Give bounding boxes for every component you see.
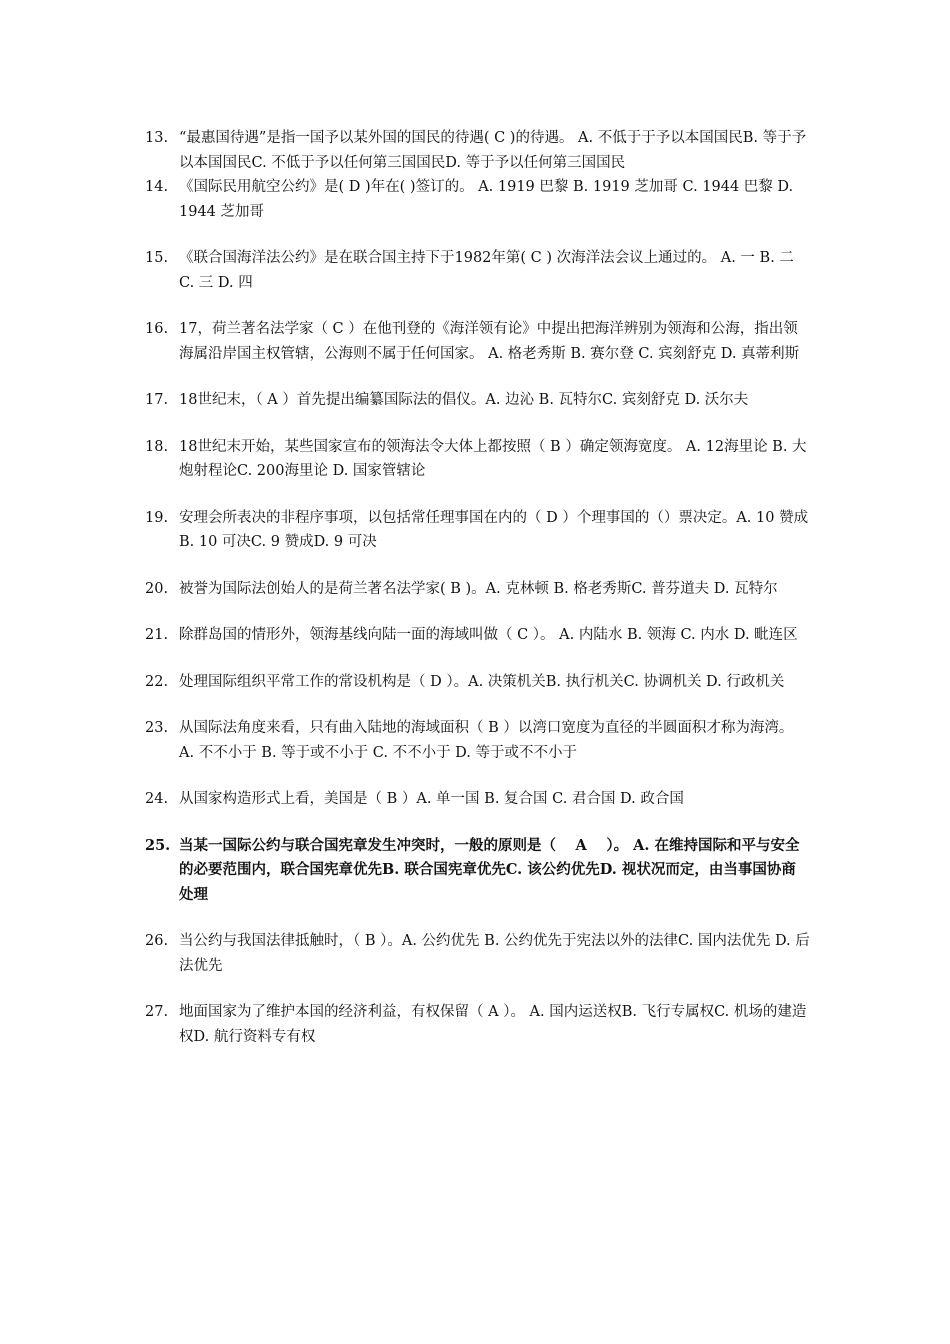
question-number: 21. bbox=[145, 627, 169, 643]
question-number: 14. bbox=[145, 179, 169, 195]
question-text: 《国际民用航空公约》是( D )年在( )签订的。 A. 1919 巴黎 B. 1919 芝加哥 C. 1944 巴黎 D. 1944 芝加哥 bbox=[179, 179, 794, 220]
question-text: 当公约与我国法律抵触时，（ B ）。A. 公约优先 B. 公约优先于宪法以外的法律C. 国内法优先 D. 后法优先 bbox=[179, 933, 810, 974]
question-item bbox=[145, 1000, 810, 1049]
question-number: 24. bbox=[145, 791, 169, 807]
question-item bbox=[145, 670, 810, 695]
question-text: 除群岛国的情形外，领海基线向陆一面的海域叫做（ C ）。 A. 内陆水 B. 领海 C. 内水 D. 毗连区 bbox=[179, 627, 798, 643]
question-text: 18世纪末，（ A ）首先提出编纂国际法的倡仪。A. 边沁 B. 瓦特尔C. 宾刻舒克 D. 沃尔夫 bbox=[179, 392, 749, 408]
question-text: 当某一国际公约与联合国宪章发生冲突时，一般的原则是（ A ）。 A. 在维持国际和平与安全的必要范围内，联合国宪章优先B. 联合国宪章优先C. 该公约优先D. 视状况而定，由当事国协商处理 bbox=[179, 836, 800, 903]
question-item bbox=[145, 787, 810, 812]
question-item bbox=[145, 716, 810, 765]
question-item-highlighted bbox=[145, 834, 810, 908]
question-item bbox=[145, 577, 810, 602]
question-number: 25. bbox=[145, 836, 171, 854]
question-number: 19. bbox=[145, 509, 169, 526]
question-text: 18世纪末开始，某些国家宣布的领海法令大体上都按照（ B ）确定领海宽度。 A. 12海里论 B. 大炮射程论C. 200海里论 D. 国家管辖论 bbox=[179, 438, 807, 479]
question-item bbox=[145, 388, 810, 413]
question-number: 26. bbox=[145, 933, 169, 949]
question-text: 地面国家为了维护本国的经济利益，有权保留（ A ）。 A. 国内运送权B. 飞行专属权C. 机场的建造权D. 航行资料专有权 bbox=[179, 1004, 807, 1045]
question-item bbox=[145, 317, 810, 366]
question-number: 23. bbox=[145, 720, 169, 736]
question-number: 17. bbox=[145, 392, 169, 408]
question-number: 20. bbox=[145, 580, 169, 597]
question-text: 《联合国海洋法公约》是在联合国主持下于1982年第( C ) 次海洋法会议上通过的。 A. 一 B. 二 C. 三 D. 四 bbox=[179, 250, 794, 291]
question-text: “最惠国待遇”是指一国予以某外国的国民的待遇( C )的待遇。 A. 不低于于予以本国国民B. 等于予以本国国民C. 不低于予以任何第三国国民D. 等于予以任何第三国国民 bbox=[179, 130, 807, 171]
question-text: 17，荷兰著名法学家（ C ）在他刊登的《海洋领有论》中提出把海洋辨别为领海和公海，指出领海属沿岸国主权管辖，公海则不属于任何国家。 A. 格老秀斯 B. 赛尔登 C. 宾刻舒克 D. 真蒂利斯 bbox=[179, 321, 800, 362]
question-text: 从国际法角度来看，只有曲入陆地的海域面积（ B ）以湾口宽度为直径的半圆面积才称为海湾。 A. 不不小于 B. 等于或不小于 C. 不不小于 D. 等于或不不小于 bbox=[179, 720, 794, 761]
question-number: 15. bbox=[145, 250, 169, 266]
question-number: 22. bbox=[145, 673, 169, 690]
question-list bbox=[145, 126, 810, 1071]
question-text: 被誉为国际法创始人的是荷兰著名法学家( B )。A. 克林顿 B. 格老秀斯C. 普芬道夫 D. 瓦特尔 bbox=[179, 580, 778, 597]
question-text: 从国家构造形式上看，美国是（ B ）A. 单一国 B. 复合国 C. 君合国 D. 政合国 bbox=[179, 791, 684, 807]
question-item bbox=[145, 506, 810, 555]
question-text: 安理会所表决的非程序事项，以包括常任理事国在内的（ D ）个理事国的（）票决定。A. 10 赞成B. 10 可决C. 9 赞成D. 9 可决 bbox=[179, 509, 809, 550]
question-item bbox=[145, 175, 810, 224]
question-item bbox=[145, 623, 810, 648]
question-item bbox=[145, 246, 810, 295]
question-item bbox=[145, 126, 810, 175]
question-text: 处理国际组织平常工作的常设机构是（ D ）。A. 决策机关B. 执行机关C. 协调机关 D. 行政机关 bbox=[179, 673, 785, 690]
question-number: 13. bbox=[145, 130, 169, 146]
question-item bbox=[145, 929, 810, 978]
question-number: 27. bbox=[145, 1004, 169, 1020]
question-item bbox=[145, 435, 810, 484]
question-number: 18. bbox=[145, 438, 169, 455]
question-number: 16. bbox=[145, 321, 169, 337]
